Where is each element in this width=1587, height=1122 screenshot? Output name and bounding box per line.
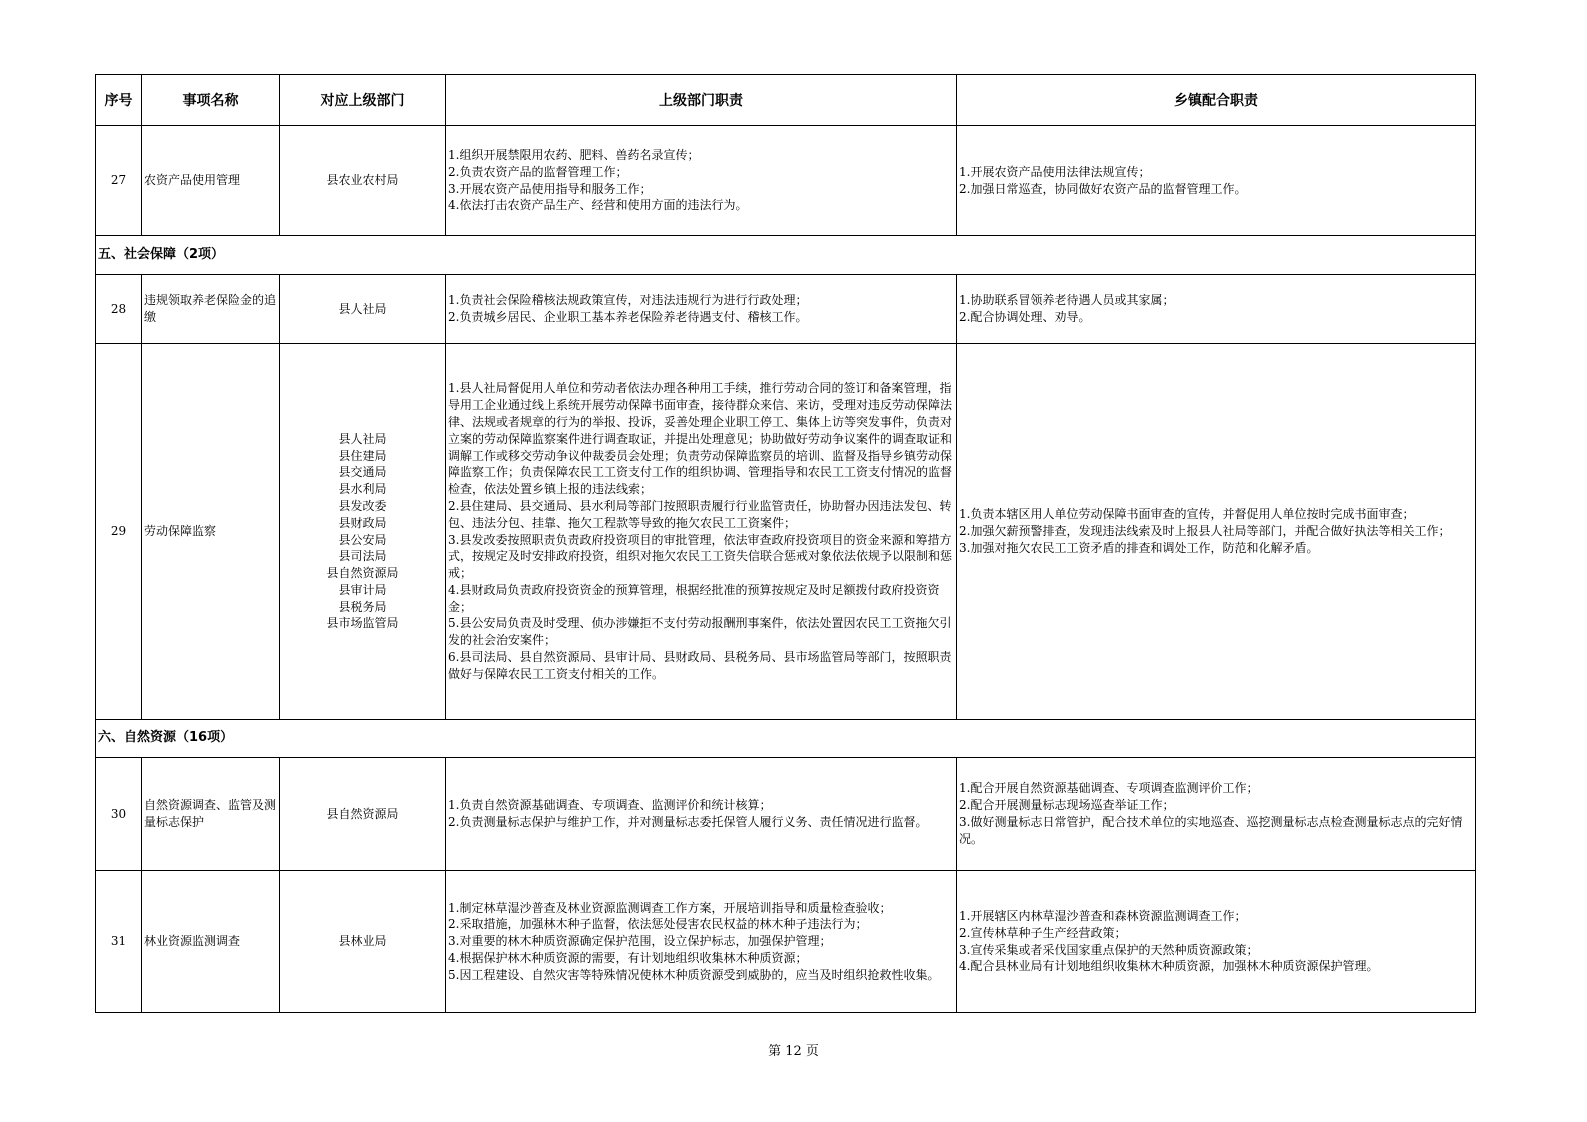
- dept-line: 县财政局: [338, 515, 387, 530]
- duty-line: 1.县人社局督促用人单位和劳动者依法办理各种用工手续，推行劳动合同的签订和备案管理，指导用工企业通过线上系统开展劳动保障书面审查，接待群众来信、来访，受理对违反劳动保障法律、法规或者规章的行为的举报、投诉，妥善处理企业职工停工、集体上访等突发事件，负责对立案的劳动保障监察案件进行调查取证，并提出处理意见；协助做好劳动争议案件的调查取证和调解工作或移交劳动争议仲裁委员会处理；负责劳动保障监察员的培训、监督及指导乡镇劳动保障监察工作；负责保障农民工工资支付工作的组织协调、管理指导和农民工工资支付情况的监督检查，依法处置乡镇上报的违法线索；: [448, 381, 953, 497]
- upper-duty: [446, 344, 957, 720]
- row-number: 27: [96, 126, 142, 236]
- header-row: [96, 75, 1476, 126]
- row-number: 30: [96, 758, 142, 871]
- duty-line: 2.负责城乡居民、企业职工基本养老保险养老待遇支付、稽核工作。: [448, 310, 808, 324]
- dept-line: 县水利局: [338, 482, 387, 497]
- duty-line: 3.开展农资产品使用指导和服务工作；: [448, 181, 652, 196]
- duty-line: 2.配合协调处理、劝导。: [959, 310, 1091, 324]
- duty-line: 3.县发改委按照职责负责政府投资项目的审批管理，依法审查政府投资项目的资金来源和筹措方式，按规定及时安排政府投资，组织对拖欠农民工工资失信联合惩戒对象依法依规予以限制和惩戒；: [448, 532, 953, 581]
- row-number: 28: [96, 275, 142, 344]
- duty-line: 2.配合开展测量标志现场巡查举证工作；: [959, 798, 1175, 813]
- upper-duty: [446, 758, 957, 871]
- item-name: 违规领取养老保险金的追缴: [142, 275, 280, 344]
- dept-line: 县林业局: [338, 934, 387, 949]
- duty-line: 1.负责社会保险稽核法规政策宣传，对违法违规行为进行行政处理；: [448, 293, 808, 308]
- upper-duty: [446, 126, 957, 236]
- duty-line: 3.宣传采集或者采伐国家重点保护的天然种质资源政策；: [959, 942, 1259, 957]
- dept-line: 县自然资源局: [326, 566, 399, 581]
- dept-line: 县发改委: [338, 498, 387, 513]
- duty-line: 1.配合开展自然资源基础调查、专项调查监测评价工作；: [959, 781, 1259, 796]
- duty-line: 1.组织开展禁限用农药、肥料、兽药名录宣传；: [448, 147, 700, 162]
- item-name: 劳动保障监察: [142, 344, 280, 720]
- dept-line: 县市场监管局: [326, 616, 399, 631]
- duty-line: 3.加强对拖欠农民工工资矛盾的排查和调处工作，防范和化解矛盾。: [959, 540, 1319, 555]
- dept-list: [280, 871, 446, 1013]
- duty-line: 3.对重要的林木种质资源确定保护范围，设立保护标志，加强保护管理；: [448, 934, 832, 949]
- dept-line: 县审计局: [338, 582, 387, 597]
- duty-line: 4.配合县林业局有计划地组织收集林木种质资源，加强林木种质资源保护管理。: [959, 959, 1379, 974]
- dept-line: 县人社局: [338, 301, 387, 316]
- header-no: 序号: [96, 75, 142, 126]
- item-name: 自然资源调查、监管及测量标志保护: [142, 758, 280, 871]
- duty-line: 5.因工程建设、自然灾害等特殊情况使林木种质资源受到威胁的，应当及时组织抢救性收集。: [448, 967, 940, 982]
- duty-line: 2.采取措施，加强林木种子监督，依法惩处侵害农民权益的林木种子违法行为；: [448, 917, 868, 932]
- duty-line: 2.加强日常巡查，协同做好农资产品的监督管理工作。: [959, 181, 1247, 196]
- duty-line: 1.负责本辖区用人单位劳动保障书面审查的宣传，并督促用人单位按时完成书面审查；: [959, 507, 1415, 522]
- duty-table: [95, 74, 1476, 1013]
- dept-line: 县人社局: [338, 431, 387, 446]
- dept-line: 县税务局: [338, 599, 387, 614]
- table-body: [96, 126, 1476, 1013]
- town-duty: [957, 275, 1476, 344]
- duty-line: 1.制定林草湿沙普查及林业资源监测调查工作方案，开展培训指导和质量检查验收；: [448, 900, 892, 915]
- duty-line: 1.协助联系冒领养老待遇人员或其家属；: [959, 293, 1175, 308]
- table-row: [96, 344, 1476, 720]
- header-item: 事项名称: [142, 75, 280, 126]
- section-title: 五、社会保障（2项）: [96, 236, 1476, 275]
- duty-line: 3.做好测量标志日常管护，配合技术单位的实地巡查、巡挖测量标志点检查测量标志点的完好情况。: [959, 815, 1463, 846]
- section-title: 六、自然资源（16项）: [96, 720, 1476, 758]
- upper-duty: [446, 871, 957, 1013]
- upper-duty: [446, 275, 957, 344]
- row-number: 31: [96, 871, 142, 1013]
- dept-list: [280, 126, 446, 236]
- town-duty: [957, 758, 1476, 871]
- header-dept: 对应上级部门: [280, 75, 446, 126]
- duty-line: 5.县公安局负责及时受理、侦办涉嫌拒不支付劳动报酬刑事案件，依法处置因农民工工资拖欠引发的社会治安案件；: [448, 616, 952, 648]
- section-row: [96, 236, 1476, 275]
- dept-list: [280, 758, 446, 871]
- row-number: 29: [96, 344, 142, 720]
- table-row: [96, 275, 1476, 344]
- duty-line: 2.县住建局、县交通局、县水利局等部门按照职责履行行业监管责任，协助督办因违法发包、转包、违法分包、挂靠、拖欠工程款等导致的拖欠农民工工资案件；: [448, 498, 952, 530]
- duty-line: 2.负责农资产品的监督管理工作；: [448, 164, 628, 179]
- item-name: 农资产品使用管理: [142, 126, 280, 236]
- section-row: [96, 720, 1476, 758]
- dept-list: [280, 344, 446, 720]
- dept-list: [280, 275, 446, 344]
- table-row: [96, 126, 1476, 236]
- header-upper-duty: 上级部门职责: [446, 75, 957, 126]
- page-number: 第 12 页: [768, 1044, 819, 1059]
- duty-line: 6.县司法局、县自然资源局、县审计局、县财政局、县税务局、县市场监管局等部门，按照职责做好与保障农民工工资支付相关的工作。: [448, 650, 952, 681]
- dept-line: 县司法局: [338, 549, 387, 564]
- dept-line: 县住建局: [338, 448, 387, 463]
- duty-line: 1.开展农资产品使用法律法规宣传；: [959, 164, 1151, 179]
- dept-line: 县自然资源局: [326, 806, 399, 821]
- duty-line: 4.根据保护林木种质资源的需要，有计划地组织收集林木种质资源；: [448, 950, 808, 965]
- item-name: 林业资源监测调查: [142, 871, 280, 1013]
- duty-line: 4.县财政局负责政府投资资金的预算管理，根据经批准的预算按规定及时足额拨付政府投资资金；: [448, 582, 940, 614]
- duty-line: 4.依法打击农资产品生产、经营和使用方面的违法行为。: [448, 198, 748, 213]
- duty-line: 2.负责测量标志保护与维护工作，并对测量标志委托保管人履行义务、责任情况进行监督。: [448, 815, 928, 829]
- table-row: [96, 758, 1476, 871]
- town-duty: [957, 871, 1476, 1013]
- duty-line: 2.宣传林草种子生产经营政策；: [959, 925, 1127, 940]
- town-duty: [957, 344, 1476, 720]
- table-row: [96, 871, 1476, 1013]
- duty-line: 1.负责自然资源基础调查、专项调查、监测评价和统计核算；: [448, 798, 772, 813]
- header-town-duty: 乡镇配合职责: [957, 75, 1476, 126]
- dept-line: 县交通局: [338, 465, 387, 480]
- duty-line: 1.开展辖区内林草湿沙普查和森林资源监测调查工作；: [959, 908, 1247, 923]
- dept-line: 县公安局: [338, 532, 387, 547]
- dept-line: 县农业农村局: [326, 173, 399, 188]
- town-duty: [957, 126, 1476, 236]
- duty-line: 2.加强欠薪预警排查，发现违法线索及时上报县人社局等部门，并配合做好执法等相关工作；: [959, 524, 1451, 539]
